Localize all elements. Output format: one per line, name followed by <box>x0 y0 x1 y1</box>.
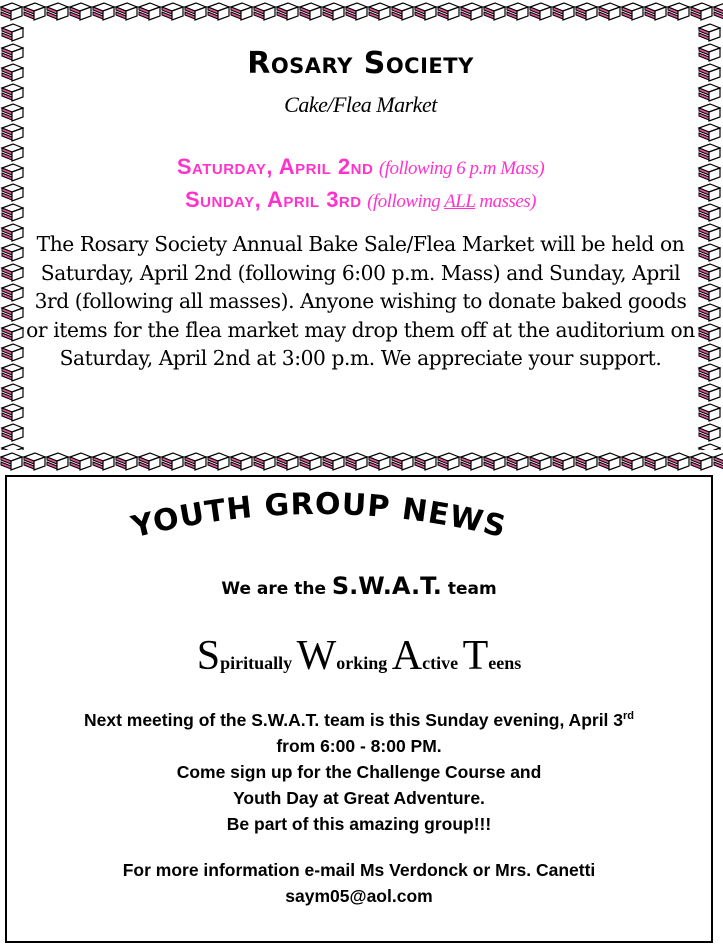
contact-info <box>7 857 711 909</box>
cake-slice-icon <box>553 3 574 20</box>
cake-slice-icon <box>699 324 720 341</box>
cake-slice-icon <box>116 453 137 470</box>
contact-line: For more information e-mail Ms Verdonck or Mrs. Canetti <box>122 860 596 880</box>
cake-border-left <box>0 22 24 450</box>
cake-slice-icon <box>1 3 22 20</box>
cake-slice-icon <box>323 453 344 470</box>
cake-slice-icon <box>323 3 344 20</box>
cake-slice-icon <box>599 3 620 20</box>
cake-slice-icon <box>254 3 275 20</box>
cake-slice-icon <box>530 453 551 470</box>
cake-slice-icon <box>24 3 45 20</box>
meeting-line-1-text: Next meeting of the S.W.A.T. team is this Sunday evening, April 3 <box>83 710 624 730</box>
cake-slice-icon <box>553 453 574 470</box>
cake-slice-icon <box>300 453 321 470</box>
swat-suffix: team <box>441 579 497 599</box>
cake-slice-icon <box>93 453 114 470</box>
saturday-note: (following 6 p.m Mass) <box>378 158 545 179</box>
swat-intro <box>7 572 711 600</box>
acronym-letter-t: T <box>462 633 489 679</box>
cake-slice-icon <box>2 124 23 141</box>
acronym-letter-w: W <box>296 633 337 679</box>
meeting-line-3: Come sign up for the Challenge Course and <box>176 762 542 782</box>
cake-slice-icon <box>2 404 23 421</box>
cake-slice-icon <box>461 3 482 20</box>
sunday-note-end: masses) <box>475 191 537 212</box>
cake-slice-icon <box>530 3 551 20</box>
cake-slice-icon <box>208 3 229 20</box>
sunday-note-emphasis: ALL <box>444 191 476 212</box>
cake-slice-icon <box>699 164 720 181</box>
cake-slice-icon <box>2 444 23 450</box>
cake-slice-icon <box>645 3 666 20</box>
cake-slice-icon <box>277 3 298 20</box>
cake-slice-icon <box>369 3 390 20</box>
cake-slice-icon <box>438 453 459 470</box>
cake-slice-icon <box>2 64 23 81</box>
cake-slice-icon <box>699 204 720 221</box>
cake-slice-icon <box>47 3 68 20</box>
rosary-society-section <box>24 22 697 450</box>
cake-slice-icon <box>254 453 275 470</box>
cake-slice-icon <box>346 453 367 470</box>
cake-slice-icon <box>93 3 114 20</box>
cake-slice-icon <box>691 3 712 20</box>
rosary-title: Rosary Society <box>247 46 474 81</box>
meeting-line-2: from 6:00 - 8:00 PM. <box>276 736 442 756</box>
cake-slice-icon <box>2 184 23 201</box>
sunday-note-start: (following <box>367 191 445 212</box>
cake-slice-icon <box>699 24 720 41</box>
meeting-line-4: Youth Day at Great Adventure. <box>233 788 485 808</box>
cake-slice-icon <box>699 364 720 381</box>
youth-title-text: YOUTH GROUP NEWS <box>128 487 510 546</box>
rosary-subtitle: Cake/Flea Market <box>284 92 437 117</box>
cake-slice-icon <box>415 3 436 20</box>
swat-acronym <box>7 632 711 680</box>
acronym-word-a: ctive <box>422 653 463 673</box>
cake-slice-icon <box>699 384 720 401</box>
cake-slice-icon <box>231 453 252 470</box>
swat-name: S.W.A.T. <box>331 572 442 600</box>
cake-slice-icon <box>576 453 597 470</box>
cake-slice-icon <box>2 324 23 341</box>
cake-slice-icon <box>392 453 413 470</box>
cake-slice-icon <box>162 3 183 20</box>
cake-slice-icon <box>2 244 23 261</box>
cake-slice-icon <box>645 453 666 470</box>
cake-slice-icon <box>2 84 23 101</box>
cake-slice-icon <box>599 453 620 470</box>
cake-slice-icon <box>507 453 528 470</box>
cake-slice-icon <box>139 3 160 20</box>
cake-slice-icon <box>622 453 643 470</box>
meeting-line-5: Be part of this amazing group!!! <box>226 814 492 834</box>
cake-border-bottom <box>0 450 723 472</box>
cake-slice-icon <box>2 384 23 401</box>
contact-email[interactable]: saym05@aol.com <box>285 886 433 906</box>
sunday-note <box>367 191 536 212</box>
cake-slice-icon <box>2 164 23 181</box>
cake-slice-icon <box>2 44 23 61</box>
cake-slice-icon <box>300 3 321 20</box>
cake-slice-icon <box>699 84 720 101</box>
cake-slice-icon <box>438 3 459 20</box>
sunday-date: Sunday, April 3rd <box>184 187 362 212</box>
cake-border-top <box>0 0 723 22</box>
cake-slice-icon <box>277 453 298 470</box>
cake-slice-icon <box>369 453 390 470</box>
cake-slice-icon <box>162 453 183 470</box>
cake-slice-icon <box>2 364 23 381</box>
cake-slice-icon <box>2 204 23 221</box>
cake-slice-icon <box>699 104 720 121</box>
cake-slice-icon <box>185 3 206 20</box>
cake-slice-icon <box>2 304 23 321</box>
cake-slice-icon <box>691 453 712 470</box>
cake-slice-icon <box>70 3 91 20</box>
cake-slice-icon <box>714 3 723 20</box>
saturday-date-line <box>24 154 697 180</box>
cake-slice-icon <box>699 424 720 441</box>
cake-slice-icon <box>461 453 482 470</box>
cake-slice-icon <box>24 453 45 470</box>
acronym-word-t: eens <box>488 653 522 673</box>
cake-slice-icon <box>185 453 206 470</box>
cake-slice-icon <box>2 24 23 41</box>
acronym-letter-s: S <box>196 633 221 679</box>
cake-slice-icon <box>699 344 720 361</box>
cake-slice-icon <box>622 3 643 20</box>
cake-slice-icon <box>699 124 720 141</box>
cake-slice-icon <box>699 284 720 301</box>
cake-slice-icon <box>484 453 505 470</box>
cake-slice-icon <box>208 453 229 470</box>
cake-slice-icon <box>699 224 720 241</box>
sunday-date-line <box>24 187 697 213</box>
cake-slice-icon <box>699 304 720 321</box>
cake-slice-icon <box>116 3 137 20</box>
cake-slice-icon <box>699 144 720 161</box>
cake-slice-icon <box>47 453 68 470</box>
cake-slice-icon <box>699 264 720 281</box>
acronym-word-s: piritually <box>220 653 297 673</box>
cake-slice-icon <box>576 3 597 20</box>
cake-slice-icon <box>2 144 23 161</box>
cake-slice-icon <box>484 3 505 20</box>
cake-slice-icon <box>1 453 22 470</box>
cake-slice-icon <box>699 44 720 61</box>
cake-slice-icon <box>668 3 689 20</box>
cake-slice-icon <box>231 3 252 20</box>
cake-slice-icon <box>668 453 689 470</box>
cake-slice-icon <box>139 453 160 470</box>
cake-slice-icon <box>714 453 723 470</box>
cake-slice-icon <box>699 444 720 450</box>
cake-slice-icon <box>2 264 23 281</box>
meeting-info <box>7 707 711 837</box>
acronym-word-w: orking <box>336 653 392 673</box>
acronym-letter-a: A <box>391 633 423 679</box>
saturday-date: Saturday, April 2nd <box>176 154 374 179</box>
cake-slice-icon <box>346 3 367 20</box>
rosary-announcement: The Rosary Society Annual Bake Sale/Flea Market will be held on Saturday, April 2nd (following 6:00 p.m. Mass) and Sunday, April 3rd (following all masses). Anyone wishing to donate baked goods or items for the flea market may drop them off at the auditorium on Saturday, April 2nd at 3:00 p.m. We appreciate your support. <box>26 232 695 370</box>
meeting-line-1 <box>7 707 711 733</box>
cake-slice-icon <box>2 344 23 361</box>
svg-text:YOUTH GROUP NEWS <box>127 487 510 545</box>
cake-slice-icon <box>699 404 720 421</box>
youth-group-section <box>5 475 713 943</box>
cake-slice-icon <box>2 224 23 241</box>
meeting-line-1-sup: rd <box>623 710 635 723</box>
cake-slice-icon <box>2 284 23 301</box>
cake-slice-icon <box>699 244 720 261</box>
youth-group-title <box>79 487 559 567</box>
cake-slice-icon <box>2 424 23 441</box>
cake-slice-icon <box>507 3 528 20</box>
cake-slice-icon <box>699 184 720 201</box>
cake-slice-icon <box>699 64 720 81</box>
swat-prefix: We are the <box>221 579 332 599</box>
cake-border-right <box>697 22 721 450</box>
cake-slice-icon <box>415 453 436 470</box>
cake-slice-icon <box>70 453 91 470</box>
cake-slice-icon <box>392 3 413 20</box>
cake-slice-icon <box>2 104 23 121</box>
